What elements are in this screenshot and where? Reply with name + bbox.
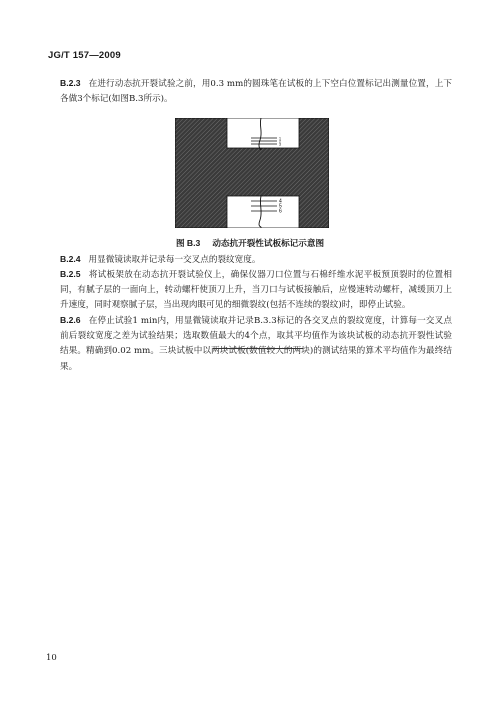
bottom-mark-5: 5 (279, 203, 282, 210)
figure-label: 图 B.3 (175, 238, 201, 248)
bottom-mark-4: 4 (279, 198, 282, 205)
clause-number: B.2.5 (60, 269, 81, 279)
standard-code-header: JG/T 157—2009 (48, 50, 121, 61)
clause-text: 在进行动态抗开裂试验之前，用0.3 mm的圆珠笔在试板的上下空白位置标记出测量位置，上下各做3个标记(如图B.3所示)。 (60, 79, 452, 105)
paragraph-b-2-3 (60, 76, 452, 107)
section-end-rule (213, 348, 303, 349)
clause-number: B.2.4 (60, 254, 81, 264)
clause-text: 将试板架放在动态抗开裂试验仪上，确保仪器刀口位置与石棉纤维水泥平板预顶裂时的位置相同，有腻子层的一面向上，转动螺杆使顶刀上升，当刀口与试板接触后，应慢速转动螺杆，减缓顶刀上升速度，同时观察腻子层，当出现肉眼可见的细微裂纹(包括不连续的裂纹)时，即停止试验。 (60, 270, 452, 311)
figure-caption (0, 237, 500, 249)
bottom-mark-6: 6 (279, 208, 282, 215)
test-panel-marking-diagram (175, 118, 329, 228)
page-number: 10 (46, 653, 57, 663)
top-mark-1: 1 (279, 136, 281, 141)
top-blank-zone (227, 118, 299, 148)
clause-number: B.2.3 (60, 78, 81, 88)
paragraph-b-2-5 (60, 267, 452, 314)
top-mark-2: 2 (279, 139, 281, 144)
paragraph-b-2-6 (60, 313, 452, 375)
figure-title: 动态抗开裂性试板标记示意图 (212, 238, 325, 248)
top-mark-3: 3 (279, 142, 281, 147)
clause-number: B.2.6 (60, 315, 81, 325)
clause-text: 在停止试验1 min内，用显微镜读取并记录B.3.3标记的各交叉点的裂纹宽度，计算每一交叉点前后裂纹宽度之差为试验结果；选取数值最大的4个点，取其平均值作为该块试板的动态抗开裂性试验结果。精确到0.02 mm。三块试板中以两块试板(数值较大的两块)的测试结果的算术平均值作为最终结果。 (60, 316, 452, 372)
clause-text: 用显微镜读取并记录每一交叉点的裂纹宽度。 (88, 255, 261, 265)
paragraph-b-2-4 (60, 252, 452, 268)
